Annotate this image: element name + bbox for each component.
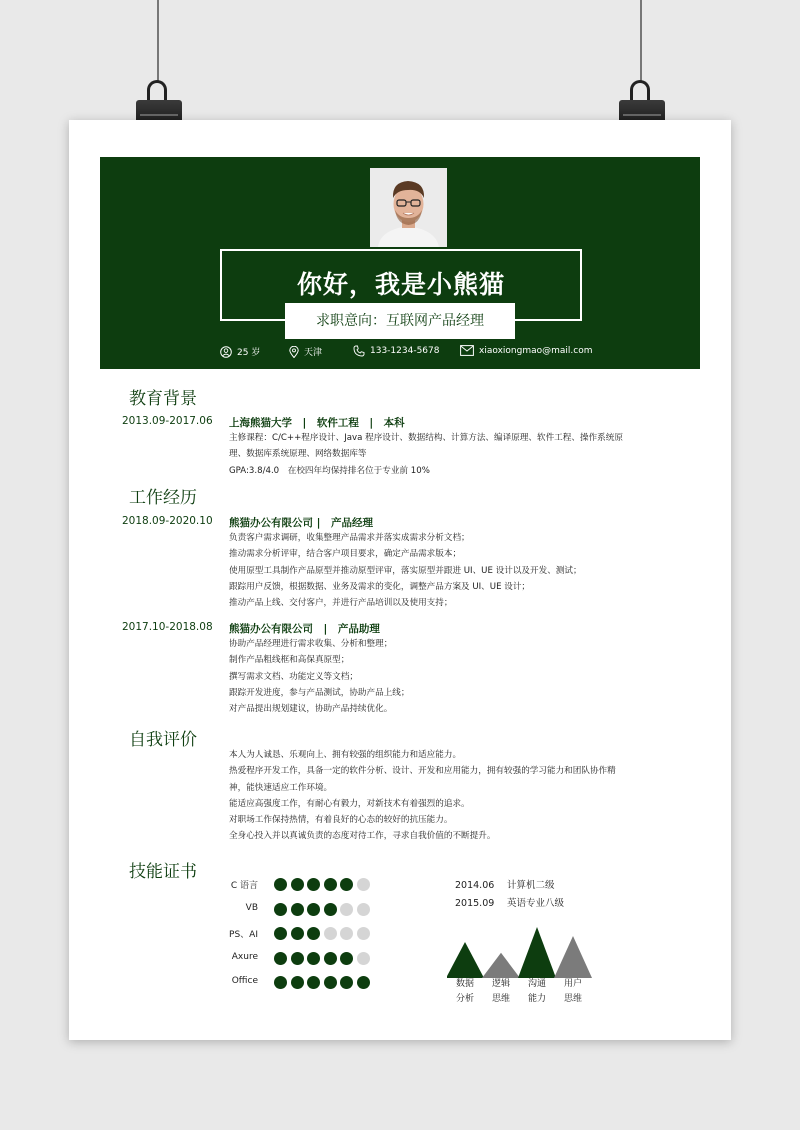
- list-item: 对职场工作保持热情，有着良好的心态的较好的抗压能力。: [229, 815, 453, 826]
- contact-bar: [100, 345, 700, 361]
- cert-name: 英语专业八级: [507, 898, 565, 909]
- skill-name: Office: [231, 976, 258, 986]
- skill-dot-filled: [307, 927, 320, 940]
- skill-row: [209, 876, 379, 901]
- skill-row: [209, 925, 379, 950]
- skill-row: [209, 974, 379, 999]
- skill-name: C 语言: [230, 881, 258, 891]
- skill-level-dots: [274, 976, 370, 989]
- list-item: 对产品提出规划建议，协助产品持续优化。: [229, 704, 393, 715]
- mail-icon: [460, 345, 474, 356]
- ability-label-line: 分析: [455, 994, 474, 1004]
- skill-row: [209, 950, 379, 975]
- education-details: [229, 430, 624, 479]
- skill-dot-filled: [340, 976, 353, 989]
- skill-dot-filled: [291, 976, 304, 989]
- skill-dot-filled: [291, 878, 304, 891]
- self-eval-text: [229, 747, 624, 845]
- section-title-work: 工作经历: [129, 488, 197, 508]
- skill-name: VB: [245, 902, 258, 913]
- section-title-education: 教育背景: [129, 389, 197, 409]
- section-title-skills: 技能证书: [129, 862, 197, 882]
- location-pin-icon: [289, 346, 299, 358]
- job-intent: 求职意向：互联网产品经理: [285, 303, 515, 339]
- skill-dot-filled: [340, 952, 353, 965]
- education-org: 上海熊猫大学 | 软件工程 | 本科: [229, 417, 405, 429]
- ability-labels: [449, 977, 599, 1017]
- skill-ratings: [209, 876, 379, 999]
- job-date: 2018.09-2020.10: [122, 515, 213, 527]
- ability-label-line: 沟通: [527, 979, 546, 989]
- skill-dot-empty: [340, 903, 353, 916]
- skill-dot-empty: [324, 927, 337, 940]
- certificate-list: [455, 877, 564, 913]
- ability-label: [450, 977, 480, 1007]
- skill-name: Axure: [231, 951, 258, 962]
- cert-date: 2015.09: [455, 898, 495, 909]
- certificate-item: [455, 877, 564, 895]
- list-item: 协助产品经理进行需求收集、分析和整理；: [229, 639, 393, 649]
- ability-label: [558, 977, 588, 1007]
- education-date: 2013.09-2017.06: [122, 415, 213, 427]
- skill-dot-filled: [291, 927, 304, 940]
- skill-dot-filled: [291, 903, 304, 916]
- phone-icon: [353, 345, 365, 357]
- job-org: 熊猫办公有限公司 | 产品助理: [229, 623, 380, 635]
- list-item: 推动产品上线、交付客户，并进行产品培训以及使用支持；: [229, 598, 453, 609]
- skill-dot-filled: [340, 878, 353, 891]
- email-text: xiaoxiongmao@mail.com: [479, 345, 593, 356]
- contact-age: [220, 345, 260, 358]
- greeting-name: 你好，我是小熊猫: [296, 270, 505, 299]
- list-item: 推动需求分析评审，结合客户项目要求，确定产品需求版本；: [229, 549, 462, 560]
- skill-dot-empty: [357, 952, 370, 965]
- binder-clip-right: [617, 0, 667, 140]
- contact-phone: [353, 345, 439, 357]
- list-item: 能适应高强度工作，有耐心有毅力，对新技术有着强烈的追求。: [229, 798, 470, 809]
- binder-clip-left: [134, 0, 184, 140]
- skill-dot-filled: [324, 878, 337, 891]
- section-title-self-eval: 自我评价: [129, 730, 197, 750]
- skill-level-dots: [274, 952, 370, 965]
- list-item: 主修课程：C/C++程序设计、Java 程序设计、数据结构、计算方法、编译原理、软件工程、操作系统原理、数据库系统原理、网络数据库等: [229, 433, 623, 460]
- list-item: 本人为人诚恳、乐观向上、拥有较强的组织能力和适应能力。: [229, 750, 462, 760]
- skill-dot-filled: [307, 952, 320, 965]
- skill-dot-filled: [324, 952, 337, 965]
- skill-dot-filled: [274, 927, 287, 940]
- ability-label-line: 思维: [491, 994, 510, 1004]
- ability-triangles: [447, 910, 599, 980]
- list-item: 跟踪用户反馈，根据数据、业务及需求的变化，调整产品方案及 UI、UE 设计；: [229, 581, 531, 592]
- resume-header: [100, 157, 700, 369]
- skill-row: [209, 901, 379, 926]
- skill-dot-empty: [357, 927, 370, 940]
- ability-triangle: [447, 942, 484, 978]
- list-item: 跟踪开发进度，参与产品测试，协助产品上线；: [229, 687, 410, 698]
- skill-level-dots: [274, 927, 370, 940]
- job-date: 2017.10-2018.08: [122, 621, 213, 633]
- user-icon: [220, 346, 232, 358]
- skill-dot-empty: [357, 878, 370, 891]
- contact-email: [460, 345, 592, 356]
- job-duties: [229, 530, 624, 611]
- skill-dot-filled: [291, 952, 304, 965]
- skill-dot-filled: [357, 976, 370, 989]
- skill-name: PS、AI: [229, 930, 258, 940]
- contact-city: [289, 345, 322, 358]
- skill-dot-filled: [307, 976, 320, 989]
- skill-dot-filled: [274, 952, 287, 965]
- skill-dot-empty: [357, 903, 370, 916]
- resume-paper: [69, 120, 731, 1040]
- list-item: 使用原型工具制作产品原型并推动原型评审，落实原型并跟进 UI、UE 设计以及开发、测试；: [229, 565, 582, 576]
- ability-label-line: 逻辑: [491, 979, 510, 989]
- ability-triangle: [554, 936, 592, 978]
- ability-label-line: 数据: [455, 979, 474, 989]
- cert-date: 2014.06: [455, 880, 495, 891]
- skill-dot-filled: [307, 903, 320, 916]
- city-text: 天津: [304, 348, 323, 358]
- skill-dot-filled: [324, 976, 337, 989]
- skill-dot-filled: [274, 903, 287, 916]
- list-item: GPA:3.8/4.0 在校四年均保持排名位于专业前 10%: [229, 465, 430, 476]
- ability-triangle: [518, 927, 556, 978]
- list-item: 热爱程序开发工作，具备一定的软件分析、设计、开发和应用能力，拥有较强的学习能力和团队协作精神，能快速适应工作环境。: [229, 766, 616, 793]
- ability-label: [522, 977, 552, 1007]
- ability-label-line: 能力: [527, 994, 546, 1004]
- cert-name: 计算机二级: [507, 880, 555, 891]
- job-duties: [229, 636, 624, 717]
- ability-label: [486, 977, 516, 1007]
- skill-level-dots: [274, 878, 370, 891]
- skill-level-dots: [274, 903, 370, 916]
- age-text: 25 岁: [237, 348, 261, 358]
- list-item: 制作产品粗线框和高保真原型；: [229, 655, 350, 666]
- skill-dot-empty: [340, 927, 353, 940]
- ability-label-line: 用户: [563, 979, 582, 989]
- ability-triangle: [482, 953, 520, 978]
- list-item: 负责客户需求调研，收集整理产品需求并落实成需求分析文档；: [229, 533, 470, 543]
- list-item: 撰写需求文档、功能定义等文档；: [229, 671, 358, 682]
- ability-label-line: 思维: [563, 994, 582, 1004]
- skill-dot-filled: [307, 878, 320, 891]
- skill-dot-filled: [274, 878, 287, 891]
- phone-text: 133-1234-5678: [370, 346, 440, 356]
- list-item: 全身心投入并以真诚负责的态度对待工作，寻求自我价值的不断提升。: [229, 831, 496, 842]
- skill-dot-filled: [274, 976, 287, 989]
- profile-photo: [370, 168, 447, 247]
- skill-dot-filled: [324, 903, 337, 916]
- job-org: 熊猫办公有限公司 | 产品经理: [229, 517, 373, 529]
